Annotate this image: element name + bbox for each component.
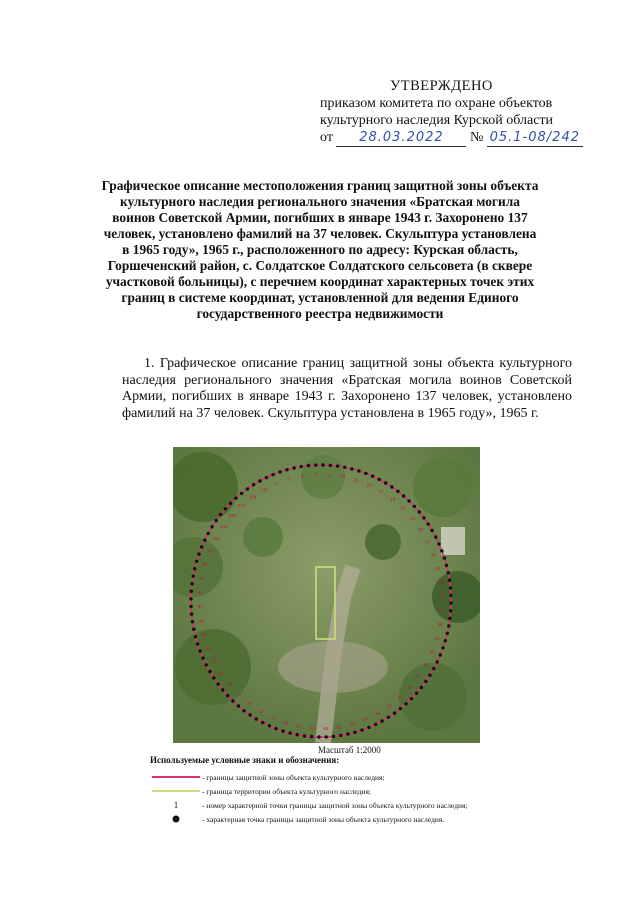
legend-item-point-number <box>150 798 550 812</box>
point-number-label: 15 <box>366 482 372 488</box>
point-number-label: 9 <box>328 472 331 478</box>
map-legend <box>150 755 550 826</box>
characteristic-point <box>415 692 418 695</box>
characteristic-point <box>246 487 249 490</box>
characteristic-point <box>339 734 342 737</box>
point-number-symbol: 1 <box>173 799 179 810</box>
point-number-label: 65 <box>309 725 315 731</box>
point-number-label: 89 <box>198 618 204 624</box>
characteristic-point <box>261 721 264 724</box>
characteristic-point <box>371 475 374 478</box>
point-number-label: 75 <box>246 701 252 707</box>
characteristic-point <box>201 656 204 659</box>
characteristic-point <box>329 464 332 467</box>
characteristic-point <box>418 510 421 513</box>
point-number-label: 79 <box>226 682 233 688</box>
legend-text-boundary: - границы защитной зоны объекта культурного наследия; <box>202 772 385 782</box>
characteristic-point <box>404 702 407 705</box>
characteristic-point <box>194 635 197 638</box>
characteristic-point <box>367 726 370 729</box>
characteristic-point <box>226 694 229 697</box>
point-number-label: 45 <box>423 662 429 668</box>
point-number-label: 71 <box>270 715 276 721</box>
point-number-label: 103 <box>219 523 228 529</box>
point-number-label: 3 <box>288 476 291 482</box>
characteristic-point <box>237 704 240 707</box>
characteristic-point <box>200 545 203 548</box>
characteristic-point <box>393 711 396 714</box>
characteristic-point <box>303 734 306 737</box>
characteristic-point <box>439 653 442 656</box>
characteristic-point <box>444 639 447 642</box>
point-number-label: 7 <box>314 472 318 478</box>
characteristic-point <box>258 479 261 482</box>
characteristic-point <box>378 478 381 481</box>
characteristic-point <box>198 649 201 652</box>
from-label: от <box>320 130 333 145</box>
characteristic-point <box>399 707 402 710</box>
point-number-label: 77 <box>236 692 242 698</box>
characteristic-point <box>380 719 383 722</box>
point-number-label: 41 <box>434 636 440 642</box>
characteristic-point <box>193 567 196 570</box>
point-number-label: 109 <box>248 494 257 500</box>
point-number-label: 107 <box>238 503 246 508</box>
characteristic-point <box>402 494 405 497</box>
characteristic-point <box>215 519 218 522</box>
point-number-label: 81 <box>218 670 224 676</box>
legend-item-point <box>150 812 550 826</box>
point-number-label: 21 <box>400 505 406 511</box>
point-number-label: 13 <box>353 477 359 483</box>
characteristic-point <box>430 529 433 532</box>
characteristic-point <box>229 502 232 505</box>
characteristic-point <box>384 481 387 484</box>
characteristic-point <box>307 464 310 467</box>
characteristic-point <box>265 476 268 479</box>
characteristic-point <box>190 590 193 593</box>
characteristic-point <box>314 463 317 466</box>
characteristic-point <box>255 717 258 720</box>
building-roof <box>441 527 465 555</box>
characteristic-point <box>353 731 356 734</box>
characteristic-point <box>443 556 446 559</box>
characteristic-point <box>288 731 291 734</box>
characteristic-point <box>192 628 195 631</box>
characteristic-point <box>446 632 449 635</box>
point-number-label: 35 <box>439 593 445 599</box>
approval-date-number <box>320 129 620 147</box>
characteristic-point <box>248 713 251 716</box>
characteristic-point <box>231 699 234 702</box>
point-number-label: 69 <box>283 720 289 726</box>
characteristic-point <box>234 497 237 500</box>
characteristic-point <box>350 467 353 470</box>
point-number-label: 61 <box>336 724 342 730</box>
section-1-text: 1. Графическое описание границ защитной зоны объекта культурного наследия регионального значения «Братская могила воинов Советской Армии, погибших в январе 1943 г. Захоронено 137 человек, установлено фамилий на 37 человек. Скульптура установлена в 1965 году», 1965 г. <box>122 356 572 421</box>
characteristic-point <box>427 522 430 525</box>
characteristic-point <box>448 617 451 620</box>
point-number-label: 33 <box>438 579 444 585</box>
characteristic-point <box>346 732 349 735</box>
characteristic-point <box>296 733 299 736</box>
legend-text-territory: - граница территории объекта культурного наследия; <box>202 786 371 796</box>
characteristic-point <box>190 612 193 615</box>
point-number-label: 85 <box>205 645 212 651</box>
characteristic-point <box>240 492 243 495</box>
characteristic-point <box>374 723 377 726</box>
approval-number: 05.1-08/242 <box>487 129 583 147</box>
point-number-label: 37 <box>439 608 445 614</box>
map-scale: Масштаб 1:2000 <box>318 745 381 755</box>
point-number-label: 29 <box>430 552 437 558</box>
point-number-label: 31 <box>435 565 441 571</box>
characteristic-point <box>436 660 439 663</box>
characteristic-point <box>285 468 288 471</box>
approval-date: 28.03.2022 <box>336 129 466 147</box>
characteristic-point <box>219 513 222 516</box>
point-number-label: 25 <box>418 527 424 533</box>
characteristic-point <box>212 676 215 679</box>
point-number-label: 19 <box>390 496 396 502</box>
characteristic-point <box>447 571 450 574</box>
characteristic-point <box>197 552 200 555</box>
characteristic-point <box>325 735 328 738</box>
point-number-label: 5 <box>301 473 304 479</box>
characteristic-point <box>449 586 452 589</box>
document-title: Графическое описание местоположения границ защитной зоны объекта культурного наследия регионального значения «Братская могила воинов Советской Армии, погибших в январе 1943 г. Захоронено 137 человек, установлено фамилий на 37 человек. Скульптура установлена в 1965 году», 1965 г., расположенного по адресу: Курская область, Горшеченский район, с. Солдатское Солдатского сельсовета (в сквере участковой больницы), с перечнем координат характерных точек этих границ в системе координат, установленной для ведения Единого государственного реестра недвижимости <box>101 178 539 321</box>
characteristic-point <box>216 682 219 685</box>
point-number-label: 67 <box>296 723 302 729</box>
characteristic-point <box>445 564 448 567</box>
characteristic-point <box>448 579 451 582</box>
characteristic-point <box>268 724 271 727</box>
characteristic-point <box>221 688 224 691</box>
characteristic-point <box>271 473 274 476</box>
legend-text-point-number: - номер характерной точки границы защитной зоны объекта культурного наследия; <box>202 800 468 810</box>
point-number-label: 101 <box>212 535 220 541</box>
point-number-label: 105 <box>228 512 236 518</box>
square-area <box>278 641 388 693</box>
characteristic-point <box>332 735 335 738</box>
characteristic-point <box>424 680 427 683</box>
point-dot-symbol <box>173 816 180 823</box>
characteristic-point <box>196 642 199 645</box>
point-number-label: 1 <box>275 480 278 486</box>
characteristic-point <box>210 525 213 528</box>
characteristic-point <box>207 532 210 535</box>
characteristic-point <box>195 560 198 563</box>
point-number-label: 17 <box>378 488 384 494</box>
characteristic-point <box>428 674 431 677</box>
characteristic-point <box>422 516 425 519</box>
characteristic-point <box>242 709 245 712</box>
characteristic-point <box>278 470 281 473</box>
point-number-label: 49 <box>407 685 413 691</box>
characteristic-point <box>189 605 192 608</box>
point-number-label: 55 <box>375 711 381 717</box>
characteristic-point <box>432 667 435 670</box>
legend-item-territory <box>150 784 550 798</box>
point-number-label: 23 <box>409 515 416 521</box>
characteristic-point <box>190 582 193 585</box>
approval-stamp <box>320 78 620 147</box>
characteristic-point <box>343 466 346 469</box>
point-number-label: 59 <box>350 721 356 727</box>
characteristic-point <box>449 594 452 597</box>
characteristic-point <box>437 542 440 545</box>
characteristic-point <box>413 505 416 508</box>
point-number-label: 83 <box>211 658 217 664</box>
characteristic-point <box>321 463 324 466</box>
characteristic-point <box>281 729 284 732</box>
characteristic-point <box>189 597 192 600</box>
point-number-label: 43 <box>429 649 435 655</box>
characteristic-point <box>390 485 393 488</box>
characteristic-point <box>420 686 423 689</box>
characteristic-point <box>300 465 303 468</box>
characteristic-point <box>310 735 313 738</box>
boundary-map <box>173 447 480 743</box>
point-number-label: 47 <box>416 674 422 680</box>
point-number-label: 39 <box>437 622 443 628</box>
point-number-label: 87 <box>201 632 207 638</box>
point-number-label: 91 <box>197 604 203 610</box>
characteristic-point <box>336 464 339 467</box>
characteristic-point <box>317 735 320 738</box>
characteristic-point <box>440 549 443 552</box>
point-number-label: 73 <box>258 709 264 715</box>
legend-item-boundary <box>150 770 550 784</box>
point-number-label: 53 <box>386 703 393 709</box>
point-number-label: 11 <box>340 474 346 480</box>
characteristic-point <box>434 535 437 538</box>
legend-heading: Используемые условные знаки и обозначения: <box>150 755 340 765</box>
point-number-label: 27 <box>425 539 431 545</box>
approval-line-2: культурного наследия Курской области <box>320 113 554 128</box>
approval-line-1: приказом комитета по охране объектов <box>320 96 553 111</box>
point-number-label: 57 <box>362 717 369 723</box>
characteristic-point <box>387 716 390 719</box>
characteristic-point <box>396 490 399 493</box>
map-svg <box>173 447 480 743</box>
characteristic-point <box>191 620 194 623</box>
point-number-label: 97 <box>202 561 208 567</box>
characteristic-point <box>449 601 452 604</box>
legend-text-point: - характерная точка границы защитной зоны объекта культурного наследия. <box>202 814 445 824</box>
characteristic-point <box>364 472 367 475</box>
characteristic-point <box>274 727 277 730</box>
characteristic-point <box>203 538 206 541</box>
characteristic-point <box>441 646 444 649</box>
characteristic-point <box>407 499 410 502</box>
point-number-label: 93 <box>197 589 203 595</box>
point-number-label: 111 <box>260 486 268 492</box>
characteristic-point <box>292 466 295 469</box>
characteristic-point <box>449 609 452 612</box>
section-1-paragraph <box>122 356 572 422</box>
characteristic-point <box>410 697 413 700</box>
characteristic-point <box>224 507 227 510</box>
characteristic-point <box>447 624 450 627</box>
characteristic-point <box>360 728 363 731</box>
characteristic-point <box>208 670 211 673</box>
point-number-label: 63 <box>323 725 329 731</box>
point-number-label: 95 <box>199 575 205 581</box>
characteristic-point <box>205 663 208 666</box>
characteristic-point <box>192 574 195 577</box>
number-label: № <box>469 130 484 145</box>
point-number-label: 99 <box>207 548 213 554</box>
characteristic-point <box>357 469 360 472</box>
point-number-label: 51 <box>397 695 403 700</box>
approval-heading: УТВЕРЖДЕНО <box>390 78 493 94</box>
characteristic-point <box>252 483 255 486</box>
